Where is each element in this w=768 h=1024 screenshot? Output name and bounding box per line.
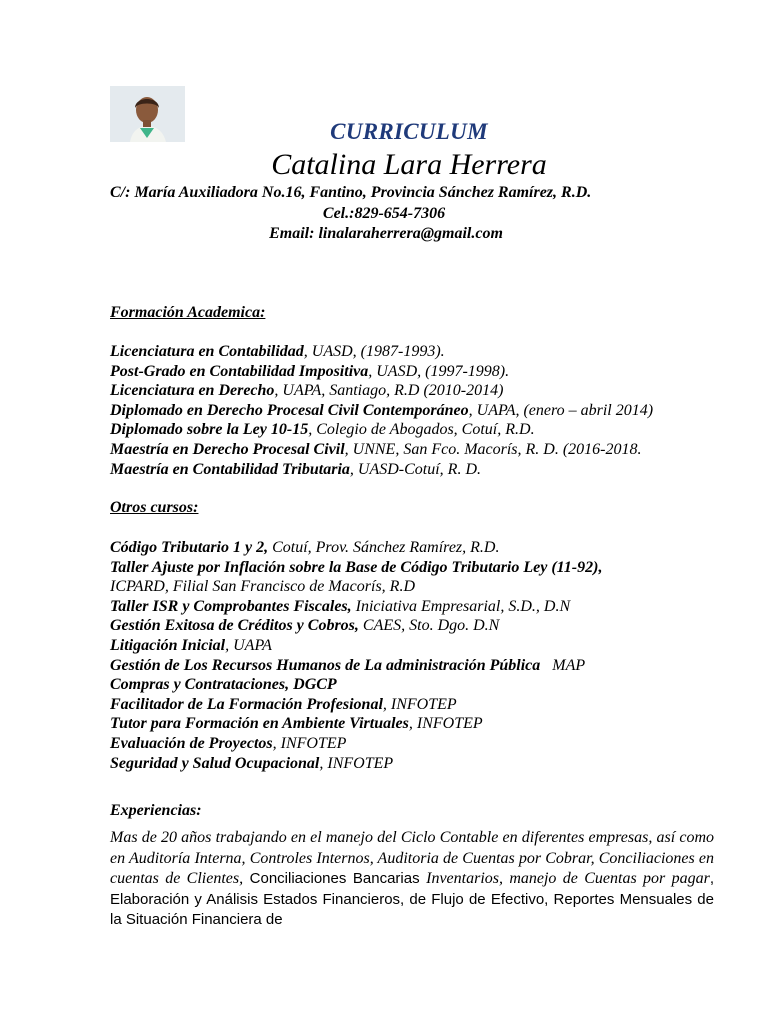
education-heading: Formación Academica: — [110, 304, 266, 321]
education-item: Licenciatura en Derecho, UAPA, Santiago, R.D (2010-2014) — [110, 382, 504, 400]
education-item: Diplomado en Derecho Procesal Civil Contemporáneo, UAPA, (enero – abril 2014) — [110, 401, 654, 419]
phone-line: Cel.:829-654-7306 — [322, 205, 446, 222]
course-item: Litigación Inicial, UAPA — [110, 636, 272, 654]
education-item: Maestría en Derecho Procesal Civil, UNNE, San Fco. Macorís, R. D. (2016-2018. — [110, 440, 642, 458]
course-item: Taller ISR y Comprobantes Fiscales, Iniciativa Empresarial, S.D., D.N — [110, 597, 571, 615]
course-item: Evaluación de Proyectos, INFOTEP — [110, 734, 347, 752]
courses-heading: Otros cursos: — [110, 499, 199, 516]
experience-text: Mas de 20 años trabajando en el manejo del Ciclo Contable en diferentes empresas, así como en Auditoría Interna, Controles Internos, Auditoria de Cuentas por Cobrar, Conciliaciones en cuentas de Clientes, — [110, 829, 714, 887]
course-item: Compras y Contrataciones, DGCP — [110, 676, 337, 694]
course-item: Código Tributario 1 y 2, Cotuí, Prov. Sánchez Ramírez, R.D. — [110, 539, 500, 556]
email-line: Email: linalaraherrera@gmail.com — [269, 225, 503, 242]
experience-paragraph — [110, 828, 714, 931]
experience-text: , Elaboración y Análisis Estados Financieros, de Flujo de Efectivo, Reportes Mensuales de la Situación Financiera de — [110, 870, 715, 928]
experience-text: Inventarios, manejo de Cuentas por pagar — [426, 870, 710, 887]
course-item: Tutor para Formación en Ambiente Virtuales, INFOTEP — [110, 715, 483, 733]
education-item: Post-Grado en Contabilidad Impositiva, UASD, (1997-1998). — [110, 362, 510, 380]
course-item: Seguridad y Salud Ocupacional, INFOTEP — [110, 754, 394, 772]
education-item: Maestría en Contabilidad Tributaria, UASD-Cotuí, R. D. — [110, 460, 481, 478]
education-list — [110, 342, 740, 479]
course-item: Facilitador de La Formación Profesional, INFOTEP — [110, 695, 457, 713]
course-item: Gestión Exitosa de Créditos y Cobros, CAES, Sto. Dgo. D.N — [110, 617, 500, 635]
experience-heading: Experiencias: — [110, 802, 202, 819]
education-item: Licenciatura en Contabilidad, UASD, (1987-1993). — [110, 343, 445, 360]
address-line: C/: María Auxiliadora No.16, Fantino, Provincia Sánchez Ramírez, R.D. — [110, 184, 592, 201]
course-item: Gestión de Los Recursos Humanos de La administración Pública MAP — [110, 656, 586, 674]
courses-list — [110, 538, 740, 773]
person-name: Catalina Lara Herrera — [271, 148, 547, 181]
education-item: Diplomado sobre la Ley 10-15, Colegio de Abogados, Cotuí, R.D. — [110, 421, 535, 439]
course-item: Taller Ajuste por Inflación sobre la Base de Código Tributario Ley (11-92), ICPARD, Filial San Francisco de Macorís, R.D — [110, 558, 603, 596]
experience-text: Conciliaciones Bancarias — [243, 870, 427, 887]
document-title: CURRICULUM — [330, 119, 488, 144]
